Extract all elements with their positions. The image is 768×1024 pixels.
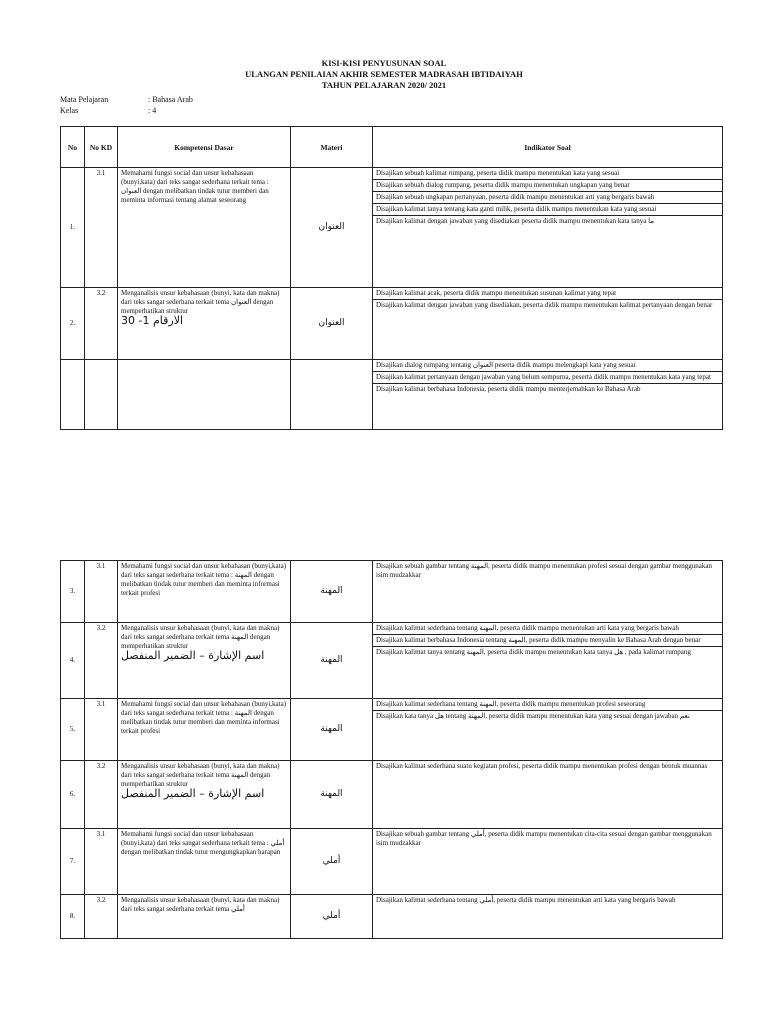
kd-number <box>85 360 118 430</box>
materi-cell <box>291 360 373 430</box>
indicator-cell <box>373 895 723 939</box>
meta-subject <box>60 94 193 105</box>
indicator-cell <box>373 761 723 829</box>
kd-text: Memahami fungsi social dan unsur kebahasan (bunyi,kata) dari teks sangat sederhana terkait tema : المهنة dengan melibatkan tindak tutur memberi dan meminta informasi terkait profesi <box>121 700 287 735</box>
indicator-item: Disajikan kalimat acak, peserta didik mampu menentukan susunan kalimat yang tepat <box>376 289 617 297</box>
kd-number: 3.2 <box>85 288 118 360</box>
kd-cell <box>118 288 291 360</box>
kd-cell <box>118 895 291 939</box>
indicator-cell <box>373 360 723 430</box>
row-number: 7. <box>61 829 85 895</box>
class-label: Kelas <box>60 106 79 115</box>
kd-text: Menganalisis unsur kebahasaan (bunyi, kata dan makna) dari teks sangat sederhana terkait tema المهنة dengan memperhatikan struktur <box>121 762 280 788</box>
row-number: 6. <box>61 761 85 829</box>
table-row <box>61 761 723 829</box>
doc-subtitle: ULANGAN PENILAIAN AKHIR SEMESTER MADRASAH IBTIDAIYAH <box>245 69 523 79</box>
materi-cell: المهنة <box>291 761 373 829</box>
kd-text: Memahami fungsi social dan unsur kebahasan (bunyi,kata) dari teks sangat sederhana terkait tema : المهنة dengan melibatkan tindak tutur memberi dan meminta informasi terkait profesi <box>121 562 287 597</box>
materi-cell: العنوان <box>291 168 373 288</box>
indicator-item: Disajikan kalimat pertanyaan dengan jawaban yang belum sempurna, peserta didik mampu menentukan kata yang tepat <box>373 371 722 383</box>
table-row <box>61 360 723 430</box>
col-kd: Kompetensi Dasar <box>118 127 291 168</box>
kd-number: 3.2 <box>85 895 118 939</box>
row-number: 1. <box>61 168 85 288</box>
materi-cell: المهنة <box>291 623 373 699</box>
table-row <box>61 561 723 623</box>
indicator-item: Disajikan dialog rumpang tentang العنوان peserta didik mampu melengkapi kata yang sesuai <box>376 361 636 369</box>
materi-cell: المهنة <box>291 561 373 623</box>
col-indikator: Indikator Soal <box>373 127 723 168</box>
kd-text: Memahami fungsi social dan unsur kebahasaan (bunyi,kata) dari teks sangat sederhana terkait tema : العنوان dengan melibatkan tindak tutur memberi dan meminta informasi tentang alamat seseorang <box>121 169 269 204</box>
indicator-cell <box>373 288 723 360</box>
kd-number: 3.2 <box>85 761 118 829</box>
indicator-item: Disajikan sebuah gambar tentang أملي, peserta didik mampu menentukan cita-cita sesuai dengan gambar menggunakan isim mudzakkar <box>376 830 712 847</box>
indicator-item: Disajikan sebuah kalimat rumpang, peserta didik mampu menentukan kata yang sesuai <box>376 169 620 177</box>
table-row <box>61 895 723 939</box>
indicator-item: Disajikan sebuah gambar tentang المهنة, peserta didik mampu menentukan profesi sesuai dengan gambar menggunakan isim mudzakkar <box>376 562 713 579</box>
indicator-item: Disajikan kalimat berbahasa Indonesia tentang المهنة, peserta didik mampu menyalin ke Bahasa Arab dengan benar <box>373 634 722 646</box>
table-row <box>61 699 723 761</box>
row-number: 2. <box>61 288 85 360</box>
kd-arabic-note: اسم الإشارة – الضمير المنفصل <box>121 787 265 800</box>
row-number: 4. <box>61 623 85 699</box>
table-row <box>61 829 723 895</box>
kd-text: Menganalisis unsur kebahasaan (bunyi, kata dan makna) dari teks sangat sederhana terkait tema العنوان dengan memperhatikan struktur <box>121 289 280 315</box>
materi-cell: أملي <box>291 895 373 939</box>
kd-cell <box>118 829 291 895</box>
kd-number: 3.1 <box>85 829 118 895</box>
row-number: 8. <box>61 895 85 939</box>
indicator-cell <box>373 561 723 623</box>
subject-value: : Bahasa Arab <box>148 95 193 104</box>
row-number: 5. <box>61 699 85 761</box>
materi-cell: العنوان <box>291 288 373 360</box>
kd-arabic-note: الارقام 1- 30 <box>121 314 184 327</box>
kd-number: 3.1 <box>85 699 118 761</box>
indicator-item: Disajikan kalimat sederhana tentang المهنة, peserta didik mampu menentukan profesi seseorang <box>376 700 646 708</box>
materi-cell: أملي <box>291 829 373 895</box>
doc-title: KISI-KISI PENYUSUNAN SOAL <box>321 58 447 68</box>
table-row <box>61 623 723 699</box>
subject-label: Mata Pelajaran <box>60 95 109 104</box>
kd-text: Memahami fungsi social dan unsur kebahasaan (bunyi,kata) dari teks sangat sederhana terkait tema : أملي dengan melibatkan tindak tutur mengungkapkan harapan <box>121 830 285 856</box>
table-row <box>61 288 723 360</box>
kd-cell <box>118 561 291 623</box>
col-no-kd: No KD <box>85 127 118 168</box>
class-value: : 4 <box>148 106 157 115</box>
col-materi: Materi <box>291 127 373 168</box>
row-number <box>61 360 85 430</box>
kd-cell <box>118 360 291 430</box>
indicator-item: Disajikan kalimat sederhana suatu kegiatan profesi, peserta didik mampu menentukan profesi dengan bentuk muannas <box>376 762 708 770</box>
kd-cell <box>118 168 291 288</box>
kd-number: 3.1 <box>85 561 118 623</box>
indicator-item: Disajikan sebuah ungkapan pertanyaan, peserta didik mampu menentukan arti yang bergaris bawah <box>373 191 722 203</box>
col-no: No <box>61 127 85 168</box>
table-row <box>61 168 723 288</box>
grid-table-1 <box>60 126 723 430</box>
indicator-item: Disajikan kalimat tanya tentang kata ganti milik, peserta didik mampu menentukan kata yang sesuai <box>373 203 722 215</box>
table-header-row <box>61 127 723 168</box>
kd-arabic-note: اسم الإشارة – الضمير المنفصل <box>121 649 265 662</box>
indicator-item: Disajikan kalimat tanya tentang المهنة, peserta didik mampu menentukan kata tanya هل , pada kalimat rumpang <box>373 646 722 658</box>
kd-cell <box>118 699 291 761</box>
doc-year: TAHUN PELAJARAN 2020/ 2021 <box>321 80 447 90</box>
indicator-item: Disajikan kalimat dengan jawaban yang disediakan peserta didik mampu menentukan kata tanya ما <box>373 215 722 227</box>
kd-text: Menganalisis unsur kebahasaan (bunyi, kata dan makna) dari teks sangat sederhana terkait tema أملي <box>121 896 280 913</box>
indicator-cell <box>373 829 723 895</box>
indicator-cell <box>373 623 723 699</box>
kd-text: Menganalisis unsur kebahasaan (bunyi, kata dan makna) dari teks sangat sederhana terkait tema المهنة dengan memperhatikan struktur <box>121 624 280 650</box>
kd-cell <box>118 761 291 829</box>
indicator-item: Disajikan kalimat berbahasa Indonesia, peserta didik mampu menterjemahkan ke Bahasa Arab <box>373 383 722 395</box>
kd-cell <box>118 623 291 699</box>
indicator-cell <box>373 168 723 288</box>
row-number: 3. <box>61 561 85 623</box>
indicator-item: Disajikan kalimat dengan jawaban yang disediakan, peserta didik mampu menentukan kalimat pertanyaan dengan benar <box>373 299 722 311</box>
indicator-cell <box>373 699 723 761</box>
grid-table-2 <box>60 560 723 939</box>
materi-cell: المهنة <box>291 699 373 761</box>
meta-class <box>60 105 156 116</box>
indicator-item: Disajikan kalimat sederhana tentang أملي, peserta didik mampu menentukan arti kata yang bergaris bawah <box>376 896 676 904</box>
kd-number: 3.1 <box>85 168 118 288</box>
indicator-item: Disajikan kata tanya هل tentang المهنة, peserta didik mampu menentukan kata yang sesuai dengan jawaban نعم <box>373 710 722 722</box>
kd-number: 3.2 <box>85 623 118 699</box>
indicator-item: Disajikan sebuah dialog rumpang, peserta didik mampu menentukan ungkapan yang benar <box>373 179 722 191</box>
indicator-item: Disajikan kalimat sederhana tentang المهنة, peserta didik mampu menentukan arti kata yang bergaris bawah <box>376 624 679 632</box>
